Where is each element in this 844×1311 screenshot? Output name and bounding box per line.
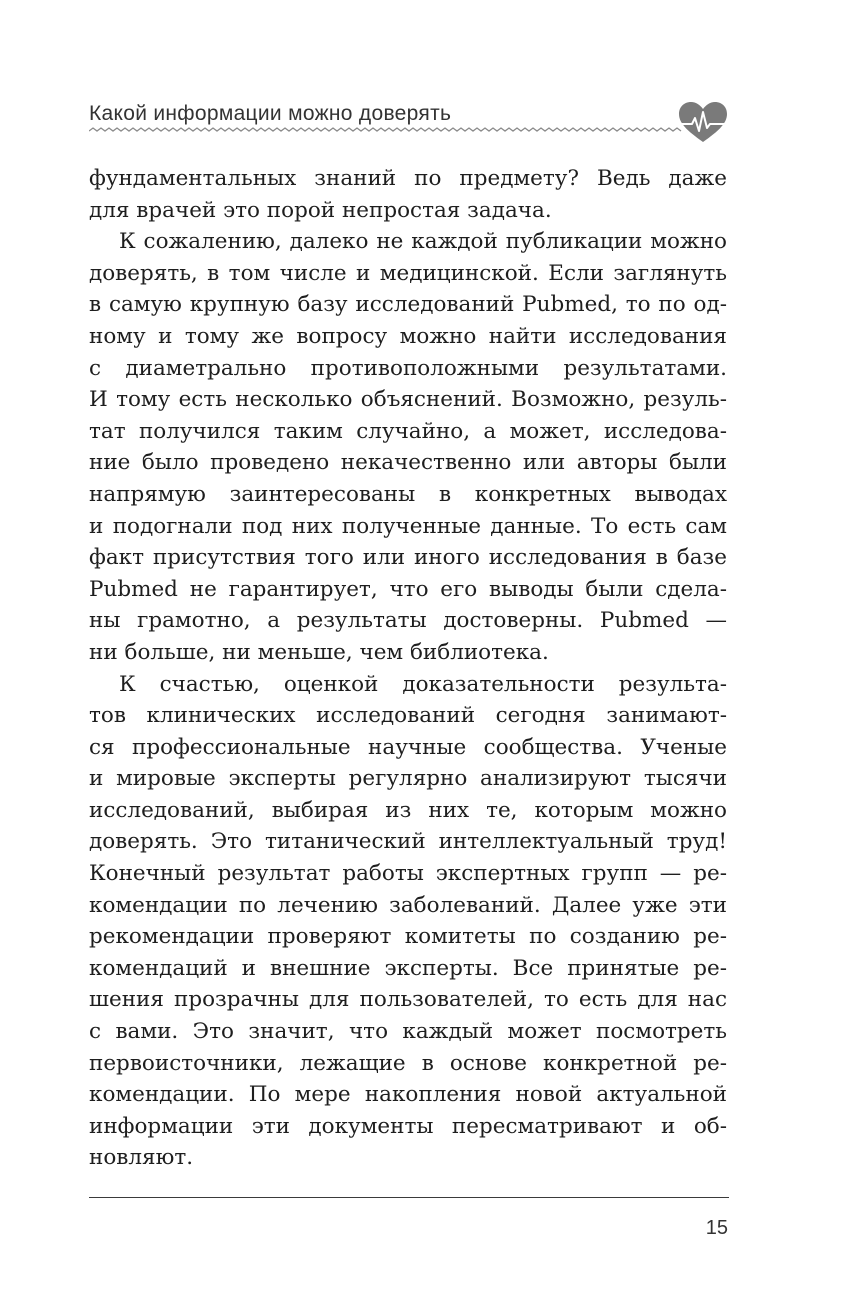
text-line: доверять. Это титанический интеллектуальный труд! <box>89 829 727 855</box>
text-line: К счастью, оценкой доказательности результа- <box>119 671 727 697</box>
text-line: для врачей это порой непростая задача. <box>89 197 552 223</box>
heart-pulse-icon <box>679 102 727 142</box>
text-line: и мировые эксперты регулярно анализируют тысячи <box>89 766 727 792</box>
text-line: фундаментальных знаний по предмету? Ведь даже <box>89 166 727 191</box>
paragraph <box>89 669 727 1175</box>
text-line: доверять, в том числе и медицинской. Если заглянуть <box>89 260 727 286</box>
text-line: Pubmed не гарантирует, что его выводы были сдела- <box>89 576 727 602</box>
text-line: в самую крупную базу исследований Pubmed, то по од- <box>89 292 727 318</box>
text-line: тов клинических исследований сегодня занимают- <box>89 703 727 729</box>
text-line: ному и тому же вопросу можно найти исследования <box>89 323 727 349</box>
text-line: К сожалению, далеко не каждой публикации можно <box>119 229 727 255</box>
zigzag-rule <box>89 128 681 131</box>
text-line: ны грамотно, а результаты достоверны. Pubmed — <box>89 608 727 634</box>
text-line: комендации по лечению заболеваний. Далее уже эти <box>89 892 727 918</box>
text-line: ся профессиональные научные сообщества. Ученые <box>89 734 727 760</box>
text-line: с вами. Это значит, что каждый может посмотреть <box>89 1019 727 1045</box>
body-text <box>89 163 727 1174</box>
paragraph <box>89 226 727 668</box>
text-line: ни больше, ни меньше, чем библиотека. <box>89 639 549 665</box>
paragraph <box>89 163 727 226</box>
text-line: Конечный результат работы экспертных групп — ре- <box>89 861 727 887</box>
text-line: ние было проведено некачественно или авторы были <box>89 450 727 476</box>
text-line: шения прозрачны для пользователей, то есть для нас <box>89 987 727 1013</box>
text-line: напрямую заинтересованы в конкретных выводах <box>89 481 727 507</box>
text-line: исследований, выбирая из них те, которым можно <box>89 797 727 823</box>
text-line: комендации. По мере накопления новой актуальной <box>89 1082 727 1108</box>
running-header <box>89 98 729 148</box>
text-line: и подогнали под них полученные данные. То есть сам <box>89 513 727 539</box>
text-line: первоисточники, лежащие в основе конкретной ре- <box>89 1050 727 1076</box>
text-line: комендаций и внешние эксперты. Все принятые ре- <box>89 955 727 981</box>
text-line: информации эти документы пересматривают и об- <box>89 1113 727 1139</box>
text-line: новляют. <box>89 1145 194 1171</box>
footer-rule <box>89 1197 729 1198</box>
text-line: с диаметрально противоположными результатами. <box>89 355 727 381</box>
text-line: тат получился таким случайно, а может, исследова- <box>89 418 727 444</box>
text-line: факт присутствия того или иного исследования в базе <box>89 545 727 571</box>
page-number: 15 <box>705 1217 728 1239</box>
text-line: И тому есть несколько объяснений. Возможно, резуль- <box>89 387 727 413</box>
text-line: рекомендации проверяют комитеты по созданию ре- <box>89 924 727 950</box>
header-title: Какой информации можно доверять <box>89 102 452 125</box>
